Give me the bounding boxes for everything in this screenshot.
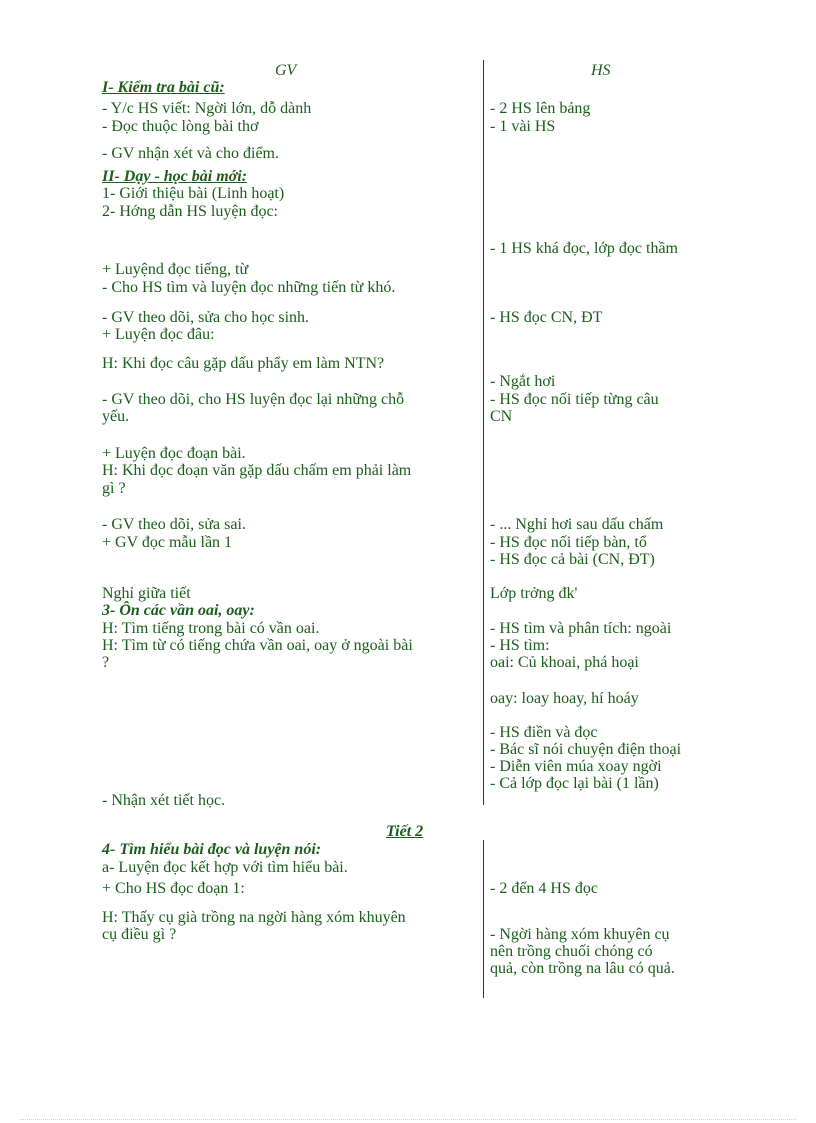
hs-line: - HS tìm và phân tích: ngoài	[490, 620, 672, 637]
gv-line: yếu.	[102, 408, 130, 425]
section-heading-tim-hieu: 4- Tìm hiểu bài đọc và luyện nói:	[102, 841, 322, 858]
gv-line: + GV đọc mẫu lần 1	[102, 534, 233, 551]
column-header-hs: HS	[591, 62, 611, 79]
section-heading-kiem-tra: I- Kiểm tra bài cũ:	[102, 79, 225, 96]
gv-line: - GV theo dõi, sửa cho học sinh.	[102, 309, 310, 326]
hs-line: - 2 đến 4 HS đọc	[490, 880, 598, 897]
gv-line: + Luyện đọc đâu:	[102, 326, 215, 343]
column-divider-upper	[483, 60, 484, 805]
hs-line: - ... Nghỉ hơi sau dấu chấm	[490, 516, 664, 533]
hs-line: - HS điền và đọc	[490, 724, 598, 741]
hs-line: - 1 HS khá đọc, lớp đọc thầm	[490, 240, 678, 257]
page-bottom-rule	[20, 1119, 796, 1120]
hs-line: oay: loay hoay, hí hoáy	[490, 690, 639, 707]
hs-line: - Cả lớp đọc lại bài (1 lần)	[490, 775, 659, 792]
gv-line: + Cho HS đọc đoạn 1:	[102, 880, 245, 897]
section-heading-day-hoc: II- Dạy - học bài mới:	[102, 168, 248, 185]
gv-line: - Đọc thuộc lòng bài thơ	[102, 118, 259, 135]
gv-line: - GV theo dõi, sửa sai.	[102, 516, 246, 533]
hs-line: nên trồng chuối chóng có	[490, 943, 653, 960]
hs-line: - HS đọc nối tiếp bàn, tổ	[490, 534, 647, 551]
gv-line: H: Tìm tiếng trong bài có vần oai.	[102, 620, 320, 637]
hs-line: - HS đọc CN, ĐT	[490, 309, 603, 326]
hs-line: - 1 vài HS	[490, 118, 556, 135]
gv-line: - Cho HS tìm và luyện đọc những tiến từ khó.	[102, 279, 396, 296]
gv-line: Nghỉ giữa tiết	[102, 585, 191, 602]
gv-line: a- Luyện đọc kết hợp với tìm hiểu bài.	[102, 859, 348, 876]
hs-line: Lớp trởng đk'	[490, 585, 578, 602]
gv-line: - Nhận xét tiết học.	[102, 792, 226, 809]
hs-line: - Diễn viên múa xoay ngời	[490, 758, 662, 775]
gv-line: - Y/c HS viết: Ngời lớn, dỗ dành	[102, 100, 312, 117]
hs-line: - Bác sĩ nói chuyện điện thoại	[490, 741, 682, 758]
hs-line: - 2 HS lên bảng	[490, 100, 591, 117]
gv-line: H: Khi đọc câu gặp dấu phẩy em làm NTN?	[102, 355, 385, 372]
section-heading-on-van: 3- Ôn các vần oai, oay:	[102, 602, 255, 619]
hs-line: - HS tìm:	[490, 637, 550, 654]
gv-line: ?	[102, 654, 110, 671]
gv-line: H: Khi đọc đoạn văn gặp dấu chấm em phải làm	[102, 462, 412, 479]
gv-line: - GV nhận xét và cho điểm.	[102, 145, 279, 162]
hs-line: - Ngời hàng xóm khuyên cụ	[490, 926, 670, 943]
gv-line: + Luyệnd đọc tiếng, từ	[102, 261, 249, 278]
column-divider-lower	[483, 840, 484, 998]
section-heading-tiet-2: Tiết 2	[386, 823, 424, 840]
hs-line: CN	[490, 408, 513, 425]
gv-line: gì ?	[102, 480, 126, 497]
hs-line: - HS đọc cả bài (CN, ĐT)	[490, 551, 655, 568]
gv-line: 2- Hớng dẫn HS luyện đọc:	[102, 203, 278, 220]
hs-line: - HS đọc nối tiếp từng câu	[490, 391, 659, 408]
gv-line: + Luyện đọc đoạn bài.	[102, 445, 246, 462]
hs-line: - Ngắt hơi	[490, 373, 556, 390]
gv-line: - GV theo dõi, cho HS luyện đọc lại những chỗ	[102, 391, 405, 408]
hs-line: oai: Củ khoai, phá hoại	[490, 654, 639, 671]
gv-line: cụ điều gì ?	[102, 926, 177, 943]
column-header-gv: GV	[275, 62, 297, 79]
gv-line: 1- Giới thiệu bài (Linh hoạt)	[102, 185, 285, 202]
gv-line: H: Thấy cụ già trồng na ngời hàng xóm khuyên	[102, 909, 406, 926]
hs-line: quả, còn trồng na lâu có quả.	[490, 960, 675, 977]
gv-line: H: Tìm từ có tiếng chứa vần oai, oay ở ngoài bài	[102, 637, 413, 654]
